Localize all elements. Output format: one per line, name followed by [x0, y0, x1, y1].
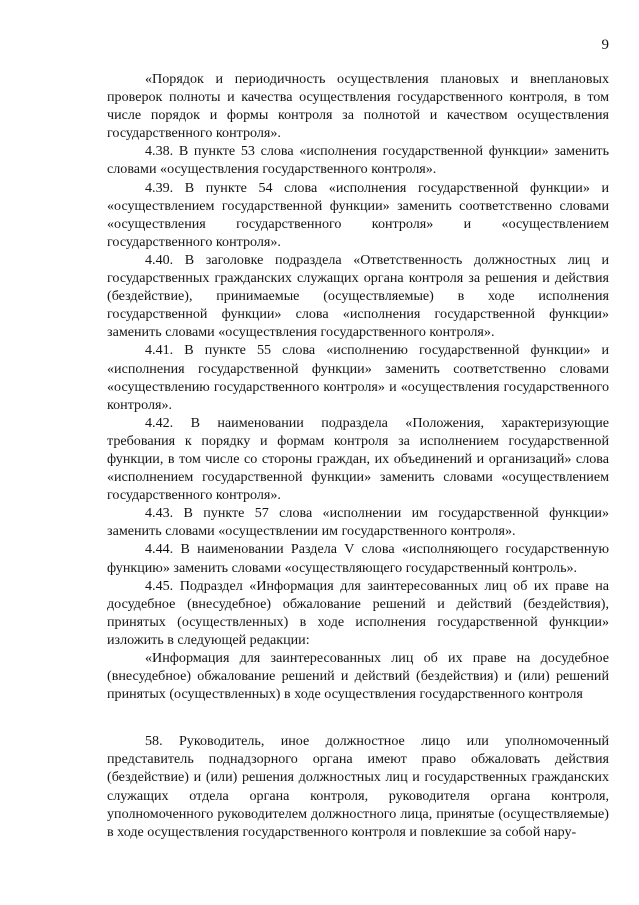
- paragraph-4-39: 4.39. В пункте 54 слова «исполнения государственной функции» и «осуществлением государственной функции» заменить соответственно словами «осуществления государственного контроля» и «осуществлением государственного контроля».: [107, 179, 609, 250]
- paragraph-4-45: 4.45. Подраздел «Информация для заинтересованных лиц об их праве на досудебное (внесудебное) обжалование решений и действий (бездействия), принятых (осуществленных) в ходе исполнения государственной функции» изложить в следующей редакции:: [107, 577, 609, 648]
- paragraph-quoted-heading: «Порядок и периодичность осуществления плановых и внеплановых проверок полноты и качества осуществления государственного контроля, в том числе порядок и формы контроля за полнотой и качеством осуществления государственного контроля».: [107, 71, 609, 142]
- paragraph-4-40: 4.40. В заголовке подраздела «Ответственность должностных лиц и государственных гражданских служащих органа контроля за решения и действия (бездействие), принимаемые (осуществляемые) в ходе исполнения государственной функции» слова «исполнения государственной функции» заменить словами «осуществления государственного контроля».: [107, 251, 609, 341]
- paragraph-58: 58. Руководитель, иное должностное лицо или уполномоченный представитель поднадзорного органа имеют право обжаловать действия (бездействие) и (или) решения должностных лиц и государственных гражданских служащих отдела органа контроля, руководителя органа контроля, уполномоченного руководителем должностного лица, принятые (осуществляемые) в ходе осуществления государственного контроля и повлекшие за собой нару-: [107, 733, 609, 840]
- paragraph-new-subsection-title: «Информация для заинтересованных лиц об их праве на досудебное (внесудебное) обжалование решений и действий (бездействия) и (или) решений принятых (осуществленных) в ходе осуществления государственного контроля: [107, 650, 609, 703]
- page-number: 9: [601, 37, 609, 53]
- paragraph-4-42: 4.42. В наименовании подраздела «Положения, характеризующие требования к порядку и формам контроля за исполнением государственной функции, в том числе со стороны граждан, их объединений и организаций» слова «исполнением государственной функции» заменить словами «осуществлением государственного контроля».: [107, 414, 609, 504]
- paragraph-4-41: 4.41. В пункте 55 слова «исполнению государственной функции» и «исполнения государственной функции» заменить соответственно словами «осуществлению государственного контроля» и «осуществления государственного контроля».: [107, 342, 609, 413]
- paragraph-4-38: 4.38. В пункте 53 слова «исполнения государственной функции» заменить словами «осуществления государственного контроля».: [107, 143, 609, 178]
- document-body: [107, 70, 609, 841]
- paragraph-4-43: 4.43. В пункте 57 слова «исполнении им государственной функции» заменить словами «осуществлении им государственного контроля».: [107, 505, 609, 540]
- paragraph-4-44: 4.44. В наименовании Раздела V слова «исполняющего государственную функцию» заменить словами «осуществляющего государственный контроль».: [107, 541, 609, 576]
